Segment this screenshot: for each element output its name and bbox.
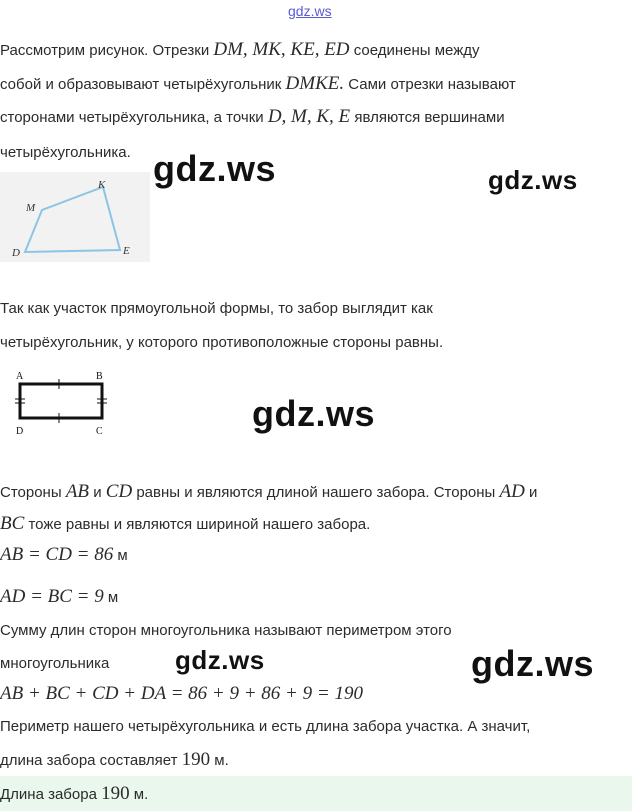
- para1-text: являются вершинами: [354, 109, 505, 126]
- para3-line2: [0, 514, 370, 535]
- vertex-label-m: M: [26, 202, 36, 214]
- vertex-label-c: C: [96, 426, 103, 437]
- answer-line: [0, 784, 148, 805]
- para1-math: D, M, K, E: [267, 106, 351, 127]
- para1-text: Рассмотрим рисунок. Отрезки: [0, 42, 210, 59]
- para1-text: собой и образовывают четырёхугольник: [0, 76, 282, 93]
- watermark: gdz.ws: [488, 165, 578, 195]
- para1-text: сторонами четырёхугольника, а точки: [0, 109, 264, 126]
- vertex-label-a: A: [16, 371, 24, 382]
- equation-math: AB + BC + CD + DA = 86 + 9 + 86 + 9 = 190: [0, 683, 363, 704]
- para3-math: AD: [499, 481, 525, 502]
- para3-text: и: [93, 484, 102, 501]
- para5-text: м.: [214, 752, 229, 769]
- para4-line1: Сумму длин сторон многоугольника называют периметром этого: [0, 622, 452, 639]
- para3-text: и: [529, 484, 538, 501]
- para3-line1: [0, 482, 537, 503]
- equation-perimeter: [0, 684, 363, 705]
- vertex-label-d2: D: [16, 426, 24, 437]
- vertex-label-k: K: [98, 179, 106, 191]
- watermark: gdz.ws: [175, 645, 265, 675]
- para5-line1: Периметр нашего четырёхугольника и есть длина забора участка. А значит,: [0, 718, 531, 735]
- rectangle-figure: [6, 366, 118, 440]
- para1-line4: четырёхугольника.: [0, 144, 131, 161]
- para1-text: Сами отрезки называют: [348, 76, 516, 93]
- watermark: gdz.ws: [471, 643, 595, 684]
- watermark: gdz.ws: [252, 393, 376, 434]
- para3-math: AB: [65, 481, 90, 502]
- answer-text: Длина забора: [0, 786, 97, 803]
- quadrilateral-figure: [0, 172, 150, 262]
- answer-number: 190: [101, 783, 130, 804]
- equation-math: AB = CD = 86: [0, 544, 114, 565]
- para2-line1: Так как участок прямоугольной формы, то забор выглядит как: [0, 300, 433, 317]
- para1-line2: [0, 74, 516, 95]
- para5-text: длина забора составляет: [0, 752, 178, 769]
- equation-math: AD = BC = 9: [0, 586, 104, 607]
- para3-text: Стороны: [0, 484, 62, 501]
- para3-text: тоже равны и являются шириной нашего забора.: [28, 516, 371, 533]
- site-link[interactable]: gdz.ws: [288, 3, 332, 19]
- para1-text: соединены между: [353, 42, 480, 59]
- vertex-label-d: D: [12, 247, 20, 259]
- vertex-label-e: E: [123, 245, 130, 257]
- answer-text: м.: [133, 786, 149, 803]
- para2-line2: четырёхугольник, у которого противоположные стороны равны.: [0, 334, 444, 351]
- rectangle-shape: [20, 384, 102, 418]
- equation-unit: м: [117, 547, 128, 564]
- vertex-label-b: B: [96, 371, 103, 382]
- watermark: gdz.ws: [153, 148, 277, 189]
- para5-number: 190: [181, 749, 211, 770]
- para1-line3: [0, 107, 505, 128]
- para1-math: DMKE.: [285, 73, 345, 94]
- equation-unit: м: [107, 589, 119, 606]
- para3-math: BC: [0, 513, 25, 534]
- para1-math: DM, MK, KE, ED: [213, 39, 350, 60]
- para3-math: CD: [105, 481, 133, 502]
- para4-line2: многоугольника: [0, 655, 110, 672]
- para3-text: равны и являются длиной нашего забора. Стороны: [136, 484, 496, 501]
- para5-line2: [0, 750, 229, 771]
- equation-ab-cd: [0, 545, 128, 566]
- para1-line1: [0, 40, 480, 61]
- equation-ad-bc: [0, 587, 118, 608]
